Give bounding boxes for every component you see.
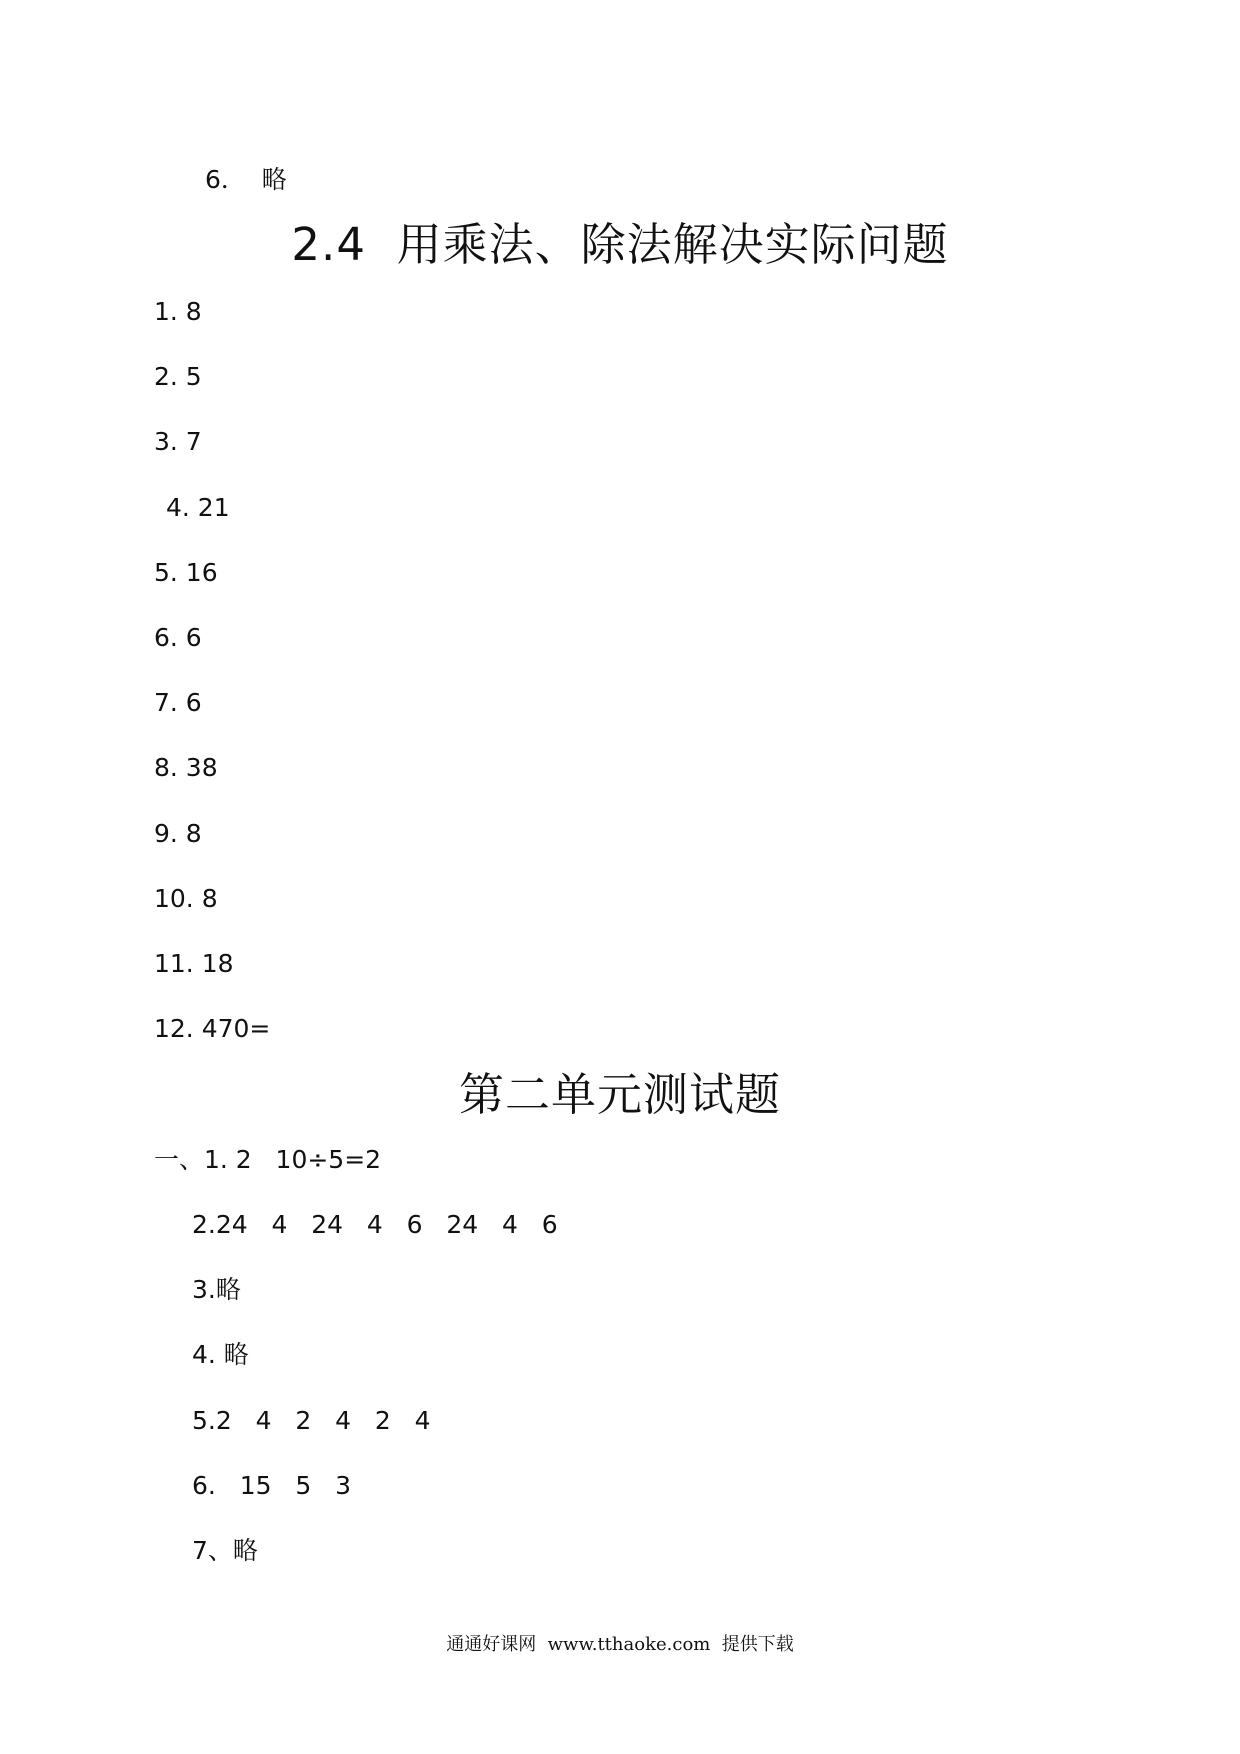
answer-item-8: 8. 38 bbox=[154, 753, 218, 783]
section-title-multiplication-division: 2.4 用乘法、除法解决实际问题 bbox=[291, 218, 949, 271]
answer-item-10: 10. 8 bbox=[154, 883, 218, 913]
previous-answer-item: 6． 略 bbox=[205, 165, 287, 194]
unit-test-item-2: 2.24 4 24 4 6 24 4 6 bbox=[192, 1210, 558, 1239]
unit-test-item-7: 7、略 bbox=[192, 1535, 258, 1565]
unit-test-item-5: 5.2 4 2 4 2 4 bbox=[192, 1405, 431, 1435]
answer-item-3: 3. 7 bbox=[154, 427, 202, 457]
page-footer-source: 通通好课网 www.tthaoke.com 提供下载 bbox=[446, 1634, 794, 1655]
unit-test-item-6: 6. 15 5 3 bbox=[192, 1470, 351, 1500]
answer-item-4: 4. 21 bbox=[166, 492, 230, 522]
answer-item-12: 12. 470= bbox=[154, 1014, 271, 1044]
unit-test-item-3: 3.略 bbox=[192, 1275, 241, 1305]
answer-item-1: 1. 8 bbox=[154, 297, 202, 326]
unit-test-item-4: 4. 略 bbox=[192, 1340, 249, 1370]
answer-item-5: 5. 16 bbox=[154, 557, 218, 587]
answer-item-11: 11. 18 bbox=[154, 948, 234, 978]
answer-list-section-2-4 bbox=[154, 279, 270, 1061]
unit-test-part-1-item-1: 一、1. 2 10÷5=2 bbox=[154, 1145, 382, 1174]
answer-item-7: 7. 6 bbox=[154, 688, 202, 718]
answer-item-6: 6. 6 bbox=[154, 622, 202, 652]
answer-item-9: 9. 8 bbox=[154, 818, 202, 848]
answer-list-unit-test bbox=[192, 1192, 558, 1583]
answer-item-2: 2. 5 bbox=[154, 362, 202, 392]
section-title-unit-test: 第二单元测试题 bbox=[458, 1068, 781, 1121]
